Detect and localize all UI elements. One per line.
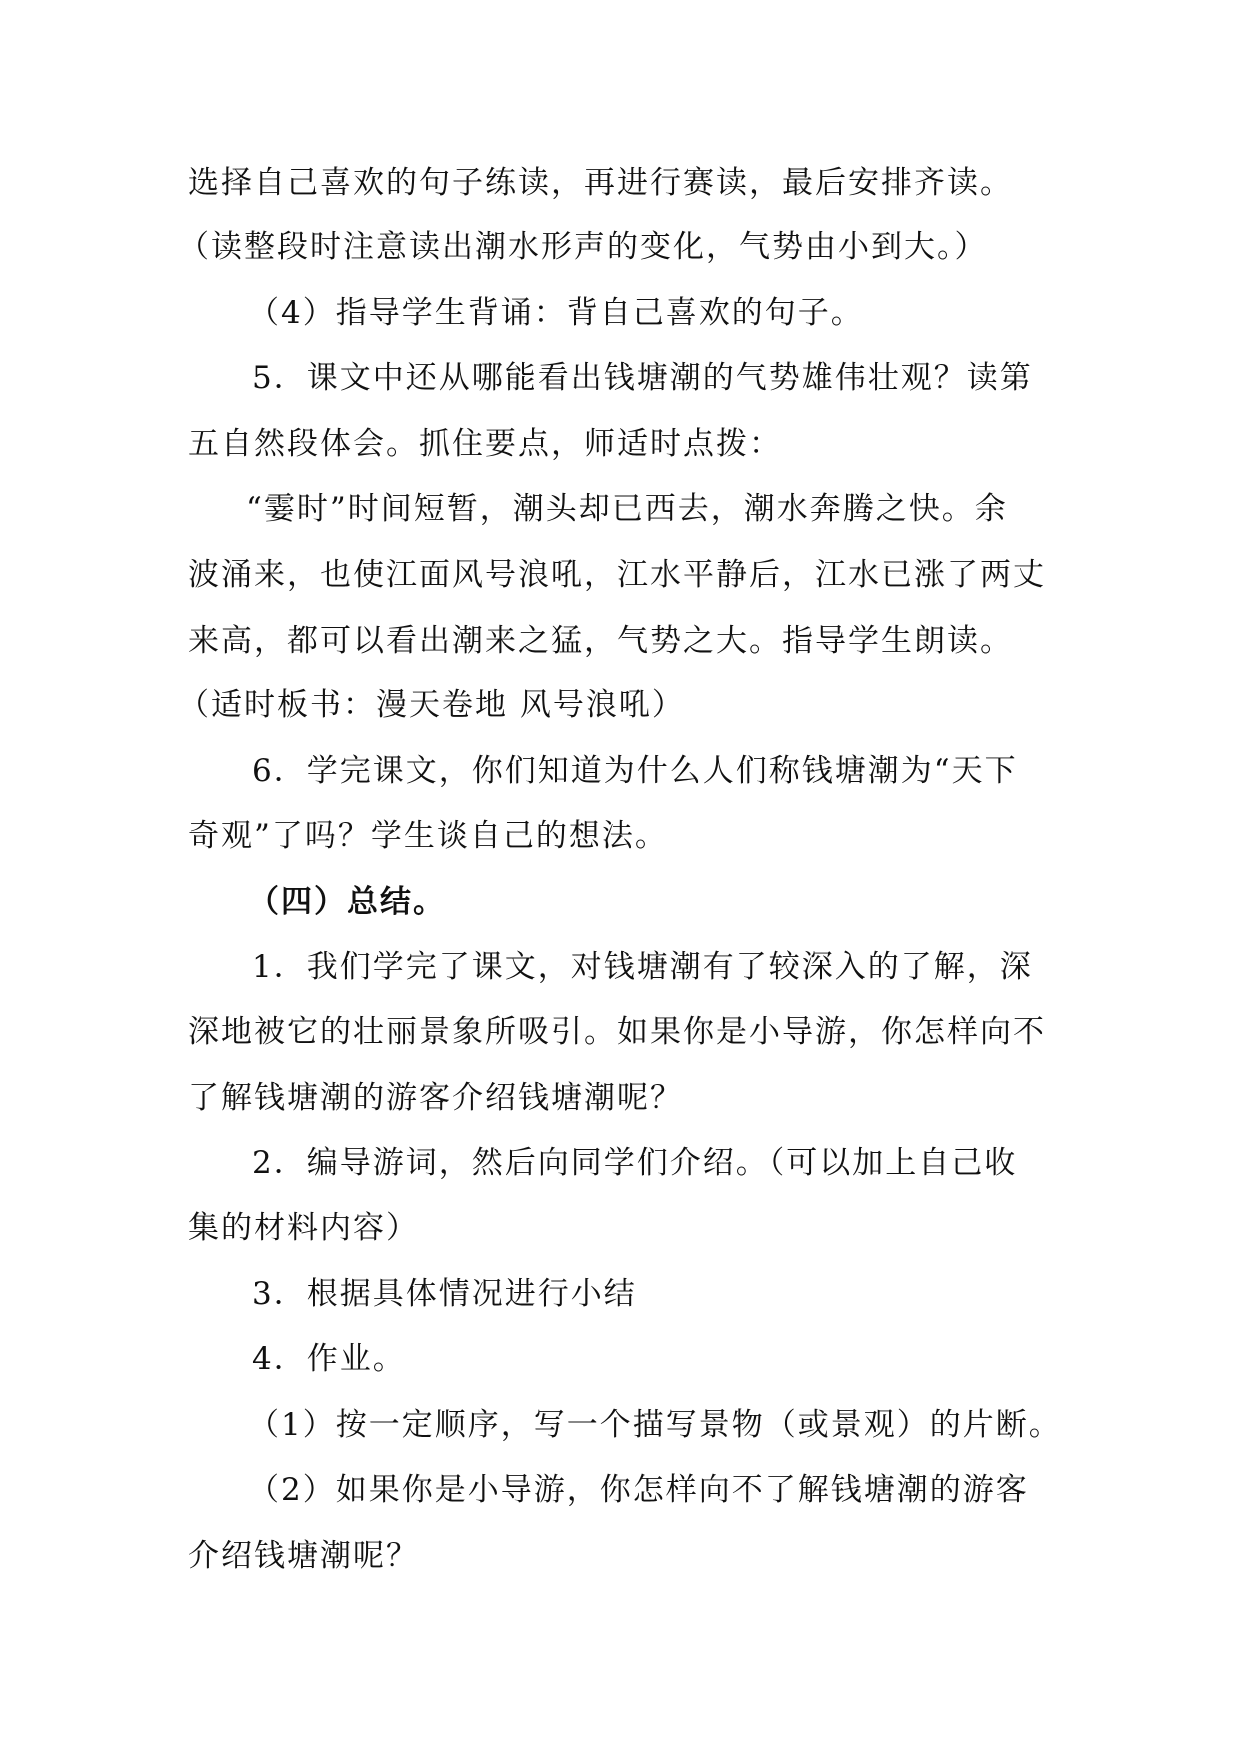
- paragraph-line: 深地被它的壮丽景象所吸引。如果你是小导游，你怎样向不: [188, 1014, 1046, 1050]
- paragraph-line: （1）按一定顺序，写一个描写景物（或景观）的片断。: [248, 1407, 1062, 1443]
- paragraph-line: 了解钱塘潮的游客介绍钱塘潮呢？: [188, 1080, 683, 1116]
- paragraph-line: 来高，都可以看出潮来之猛，气势之大。指导学生朗读。: [188, 623, 1013, 659]
- paragraph-line: “霎时”时间短暂，潮头却已西去，潮水奔腾之快。余: [246, 491, 1008, 527]
- paragraph-line: （2）如果你是小导游，你怎样向不了解钱塘潮的游客: [248, 1472, 1029, 1508]
- paragraph-line: 介绍钱塘潮呢？: [188, 1538, 419, 1574]
- paragraph-line: 集的材料内容）: [188, 1210, 419, 1246]
- paragraph-line: （适时板书：漫天卷地 风号浪吼）: [178, 687, 685, 723]
- paragraph-line: （读整段时注意读出潮水形声的变化，气势由小到大。）: [178, 229, 988, 265]
- paragraph-line: 波涌来，也使江面风号浪吼，江水平静后，江水已涨了两丈: [188, 557, 1046, 593]
- section-heading: （四）总结。: [248, 884, 446, 920]
- paragraph-line: 选择自己喜欢的句子练读，再进行赛读，最后安排齐读。: [188, 165, 1013, 201]
- paragraph-line: 2．编导游词，然后向同学们介绍。（可以加上自己收: [252, 1145, 1018, 1181]
- paragraph-line: 奇观”了吗？学生谈自己的想法。: [188, 818, 668, 854]
- paragraph-line: 6．学完课文，你们知道为什么人们称钱塘潮为“天下: [252, 753, 1018, 789]
- paragraph-line: 五自然段体会。抓住要点，师适时点拨：: [188, 426, 782, 462]
- paragraph-line: 4．作业。: [252, 1341, 406, 1377]
- paragraph-line: 5．课文中还从哪能看出钱塘潮的气势雄伟壮观？读第: [252, 360, 1033, 396]
- paragraph-line: 3．根据具体情况进行小结: [252, 1276, 637, 1312]
- paragraph-line: （4）指导学生背诵：背自己喜欢的句子。: [248, 295, 864, 331]
- paragraph-line: 1．我们学完了课文，对钱塘潮有了较深入的了解，深: [252, 949, 1033, 985]
